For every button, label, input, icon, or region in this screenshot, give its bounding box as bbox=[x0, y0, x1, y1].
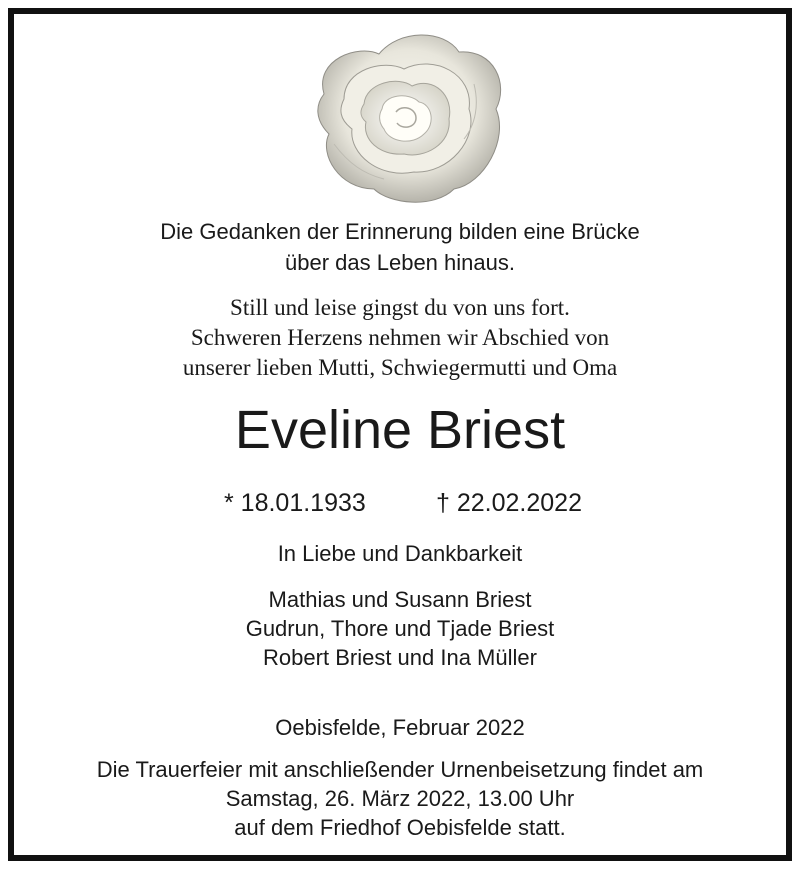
quote-line-1: Die Gedanken der Erinnerung bilden eine Brücke bbox=[160, 219, 640, 244]
obituary-frame bbox=[8, 8, 792, 861]
intro-line-2: Schweren Herzens nehmen wir Abschied von bbox=[190, 325, 610, 350]
ceremony-line-1: Die Trauerfeier mit anschließender Urnenbeisetzung findet am bbox=[96, 757, 704, 782]
mourner-3: Robert Briest und Ina Müller bbox=[263, 645, 537, 670]
mourner-2: Gudrun, Thore und Tjade Briest bbox=[245, 616, 555, 641]
quote-line-2: über das Leben hinaus. bbox=[285, 250, 515, 275]
ceremony-line-3: auf dem Friedhof Oebisfelde statt. bbox=[234, 815, 566, 840]
closing-phrase: In Liebe und Dankbarkeit bbox=[277, 541, 523, 566]
death-date: † 22.02.2022 bbox=[436, 489, 582, 517]
deceased-name: Eveline Briest bbox=[234, 400, 566, 460]
intro-line-1: Still und leise gingst du von uns fort. bbox=[230, 295, 570, 320]
ceremony-line-2: Samstag, 26. März 2022, 13.00 Uhr bbox=[225, 786, 575, 811]
birth-date: * 18.01.1933 bbox=[224, 489, 366, 517]
place-date: Oebisfelde, Februar 2022 bbox=[275, 715, 525, 740]
white-rose-icon bbox=[304, 24, 514, 209]
mourner-1: Mathias und Susann Briest bbox=[268, 587, 532, 612]
intro-line-3: unserer lieben Mutti, Schwiegermutti und Oma bbox=[182, 355, 618, 380]
